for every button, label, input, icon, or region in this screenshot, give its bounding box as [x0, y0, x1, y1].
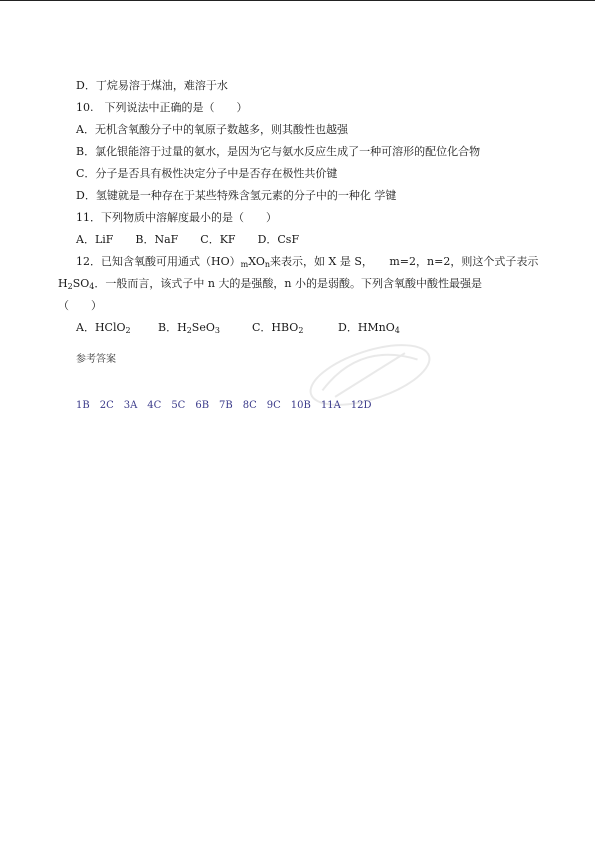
q12-sub-n: n — [264, 260, 271, 269]
q11-options: A．LiF B．NaF C．KF D．CsF — [76, 233, 300, 246]
answer-key: 1B 2C 3A 4C 5C 6B 7B 8C 9C 10B 11A 12D — [76, 400, 372, 411]
top-rule — [0, 0, 595, 1]
q9-option-d: D．丁烷易溶于煤油，难溶于水 — [76, 79, 228, 92]
question-12-line2 — [58, 277, 482, 294]
q10-option-b: B．氯化银能溶于过量的氨水，是因为它与氨水反应生成了一种可溶形的配位化合物 — [76, 145, 481, 158]
q12-so: SO — [72, 277, 90, 290]
q12-text-1: 12．已知含氧酸可用通式（HO） — [76, 255, 241, 268]
q12-option-c: C．$HBO_2$ — [252, 321, 304, 335]
q12-sub-m: m — [240, 260, 249, 269]
q12-option-a: A．HClO$_2$ — [76, 321, 131, 335]
question-10: 10. 下列说法中正确的是（ ） — [76, 101, 248, 114]
q12-sub-2: 2 — [67, 282, 73, 291]
q10-option-d: D．氢键就是一种存在于某些特殊含氢元素的分子中的一种化 学键 — [76, 189, 397, 202]
q12-h: H — [58, 277, 68, 290]
q10-option-c: C．分子是否具有极性决定分子中是否存在极性共价键 — [76, 167, 338, 180]
q12-option-d: D．HMnO$_4$ — [338, 321, 400, 335]
question-12-line3: （ ） — [58, 299, 102, 312]
q12-sub-4: 4 — [89, 282, 95, 291]
answer-title: 参考答案 — [76, 354, 116, 365]
question-12-line1 — [76, 255, 538, 272]
q12-text-2: XO — [248, 255, 265, 268]
q12-option-b: B．$H_2SeO_3$ — [158, 321, 220, 335]
q10-option-a: A．无机含氧酸分子中的氧原子数越多，则其酸性也越强 — [76, 123, 348, 136]
question-11: 11．下列物质中溶解度最小的是（ ） — [76, 211, 277, 224]
q12-text-4: ．一般而言，该式子中 n 大的是强酸，n 小的是弱酸。下列含氧酸中酸性最强是 — [94, 277, 482, 290]
q12-text-3: 来表示，如 X 是 S， m=2，n=2，则这个式子表示 — [270, 255, 539, 268]
